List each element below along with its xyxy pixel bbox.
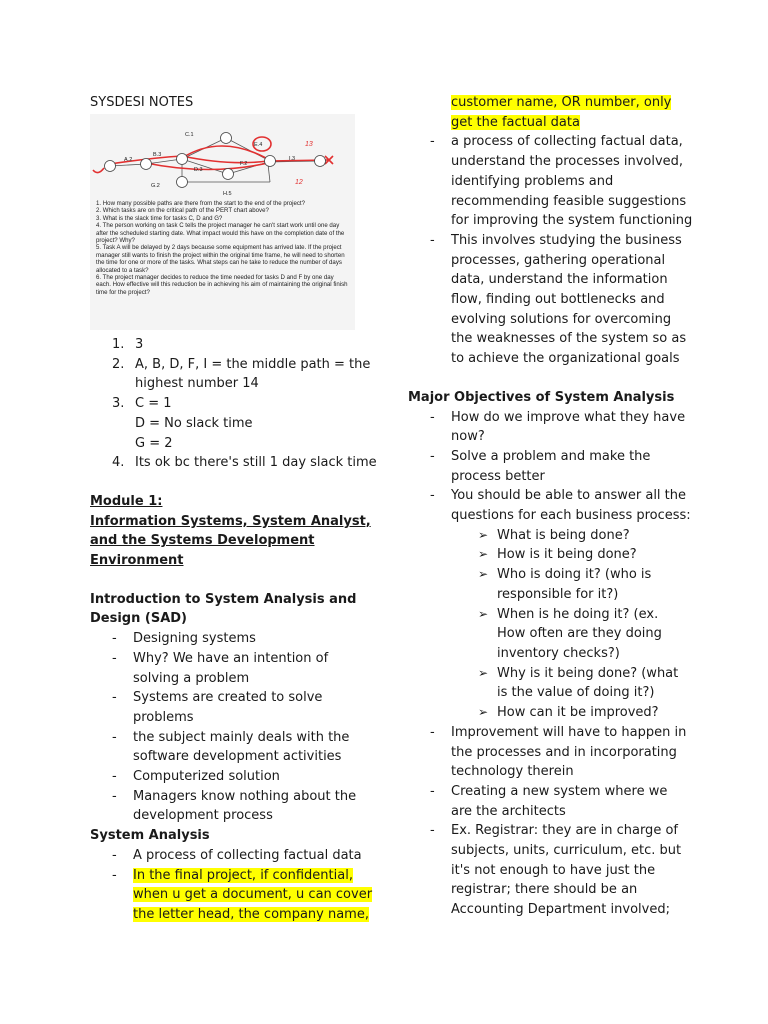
node-label: E.4 <box>254 142 263 148</box>
node-label: B.3 <box>153 152 162 158</box>
sub-list-item: ➢ When is he doing it? (ex. How often are they doing inventory checks?) <box>428 605 708 664</box>
list-item: - Solve a problem and make the process better <box>408 447 708 486</box>
answers-list <box>90 335 380 473</box>
annotation-12: 12 <box>295 179 303 186</box>
list-item: - How do we improve what they have now? <box>408 408 708 447</box>
pert-chart-figure <box>90 114 355 330</box>
list-item: - Ex. Registrar: they are in charge of subjects, units, curriculum, etc. but it's not enough to have just the registrar; there should be an Accounting Department involved; <box>408 821 708 920</box>
answer-line: highest number 14 <box>135 376 259 392</box>
answer-line: A, B, D, F, I = the middle path = the <box>135 356 371 372</box>
question: 5. Task A will be delayed by 2 days because some equipment has arrived late. If the project manager still wants to finish the project within the original time frame, he will need to shorten the time for one or more of the tasks. What steps can he take to reduce the number of days allocated to a task? <box>96 244 345 274</box>
sub-list-item: ➢ How can it be improved? <box>428 703 708 723</box>
list-item: - Systems are created to solve problems <box>90 688 380 727</box>
highlight-continuation: customer name, OR number, only get the factual data <box>451 95 672 130</box>
right-column <box>408 93 708 920</box>
question: 1. How many possible paths are there from the start to the end of the project? <box>96 200 305 207</box>
answer-number: 4. <box>112 455 125 471</box>
left-column-body <box>90 335 380 925</box>
answer-number: 3. <box>112 396 125 412</box>
sub-list-item: ➢ What is being done? <box>428 526 708 546</box>
system-analysis-heading: System Analysis <box>90 828 210 844</box>
figure-questions <box>96 200 348 296</box>
answer-line: C = 1 <box>135 396 172 412</box>
answer-number: 2. <box>112 356 125 372</box>
answer-item <box>90 355 380 394</box>
objectives-list-continued <box>408 723 708 920</box>
question: 4. The person working on task C tells the project manager he can't start work until one day after the scheduled starting date. What impact would this have on the completion date of the project? Why? <box>96 222 345 245</box>
list-item: - Computerized solution <box>90 767 380 787</box>
node-label: D.3 <box>194 167 203 173</box>
answer-item <box>90 394 380 453</box>
list-item: - Improvement will have to happen in the processes and in incorporating technology therein <box>408 723 708 782</box>
system-analysis-list <box>90 846 380 925</box>
node-label: I.3 <box>289 156 296 162</box>
list-item: - You should be able to answer all the questions for each business process: <box>408 486 708 525</box>
answer-line: D = No slack time <box>135 415 253 431</box>
highlighted-list-item: - In the final project, if confidential, when u get a document, u can cover the letter head, the company name, <box>90 866 380 925</box>
answer-line: G = 2 <box>135 435 173 451</box>
module-heading: Module 1: Information Systems, System Analyst, and the Systems Development Environment <box>90 493 371 569</box>
question: 6. The project manager decides to reduce the time needed for tasks D and F by one day each. How effective will this reduction be in achieving his aim of maintaining the original finish time for the project? <box>96 274 348 296</box>
list-item: - Managers know nothing about the development process <box>90 787 380 826</box>
node-label: G.2 <box>151 183 160 189</box>
objectives-list <box>408 408 708 526</box>
list-item: - This involves studying the business processes, gathering operational data, understand the information flow, finding out bottlenecks and evolving solutions for overcoming the weaknesses of the system so as to achieve the organizational goals <box>408 231 708 369</box>
page-title: SYSDESI NOTES <box>90 95 194 110</box>
node-label: H.5 <box>223 191 232 197</box>
intro-heading: Introduction to System Analysis and Design (SAD) <box>90 591 357 627</box>
list-item: - A process of collecting factual data <box>90 846 380 866</box>
list-item: - Designing systems <box>90 629 380 649</box>
annotation-13: 13 <box>305 141 313 148</box>
question-sublist <box>408 526 708 723</box>
answer-line: Its ok bc there's still 1 day slack time <box>135 455 377 471</box>
objectives-heading: Major Objectives of System Analysis <box>408 389 675 405</box>
pert-chart-diagram <box>90 114 355 200</box>
list-item: - the subject mainly deals with the software development activities <box>90 728 380 767</box>
left-column <box>90 93 380 113</box>
question: 3. What is the slack time for tasks C, D and G? <box>96 214 223 222</box>
node-label: C.1 <box>185 132 194 138</box>
intro-list <box>90 629 380 826</box>
list-item: - Creating a new system where we are the architects <box>408 782 708 821</box>
list-item: - a process of collecting factual data, understand the processes involved, identifying problems and recommending feasible suggestions for improving the system functioning <box>408 132 708 231</box>
answer-item <box>90 453 380 473</box>
sub-list-item: ➢ Why is it being done? (what is the value of doing it?) <box>428 664 708 703</box>
sub-list-item: ➢ How is it being done? <box>428 545 708 565</box>
sub-list-item: ➢ Who is doing it? (who is responsible for it?) <box>428 565 708 604</box>
answer-item <box>90 335 380 355</box>
node-label: A.2 <box>124 157 133 163</box>
list-item: - Why? We have an intention of solving a problem <box>90 649 380 688</box>
question: 2. Which tasks are on the critical path of the PERT chart above? <box>96 207 269 215</box>
system-analysis-list-continued <box>408 132 708 368</box>
node-label: F.2 <box>240 161 248 167</box>
answer-line: 3 <box>135 337 144 352</box>
answer-number: 1. <box>112 337 125 352</box>
